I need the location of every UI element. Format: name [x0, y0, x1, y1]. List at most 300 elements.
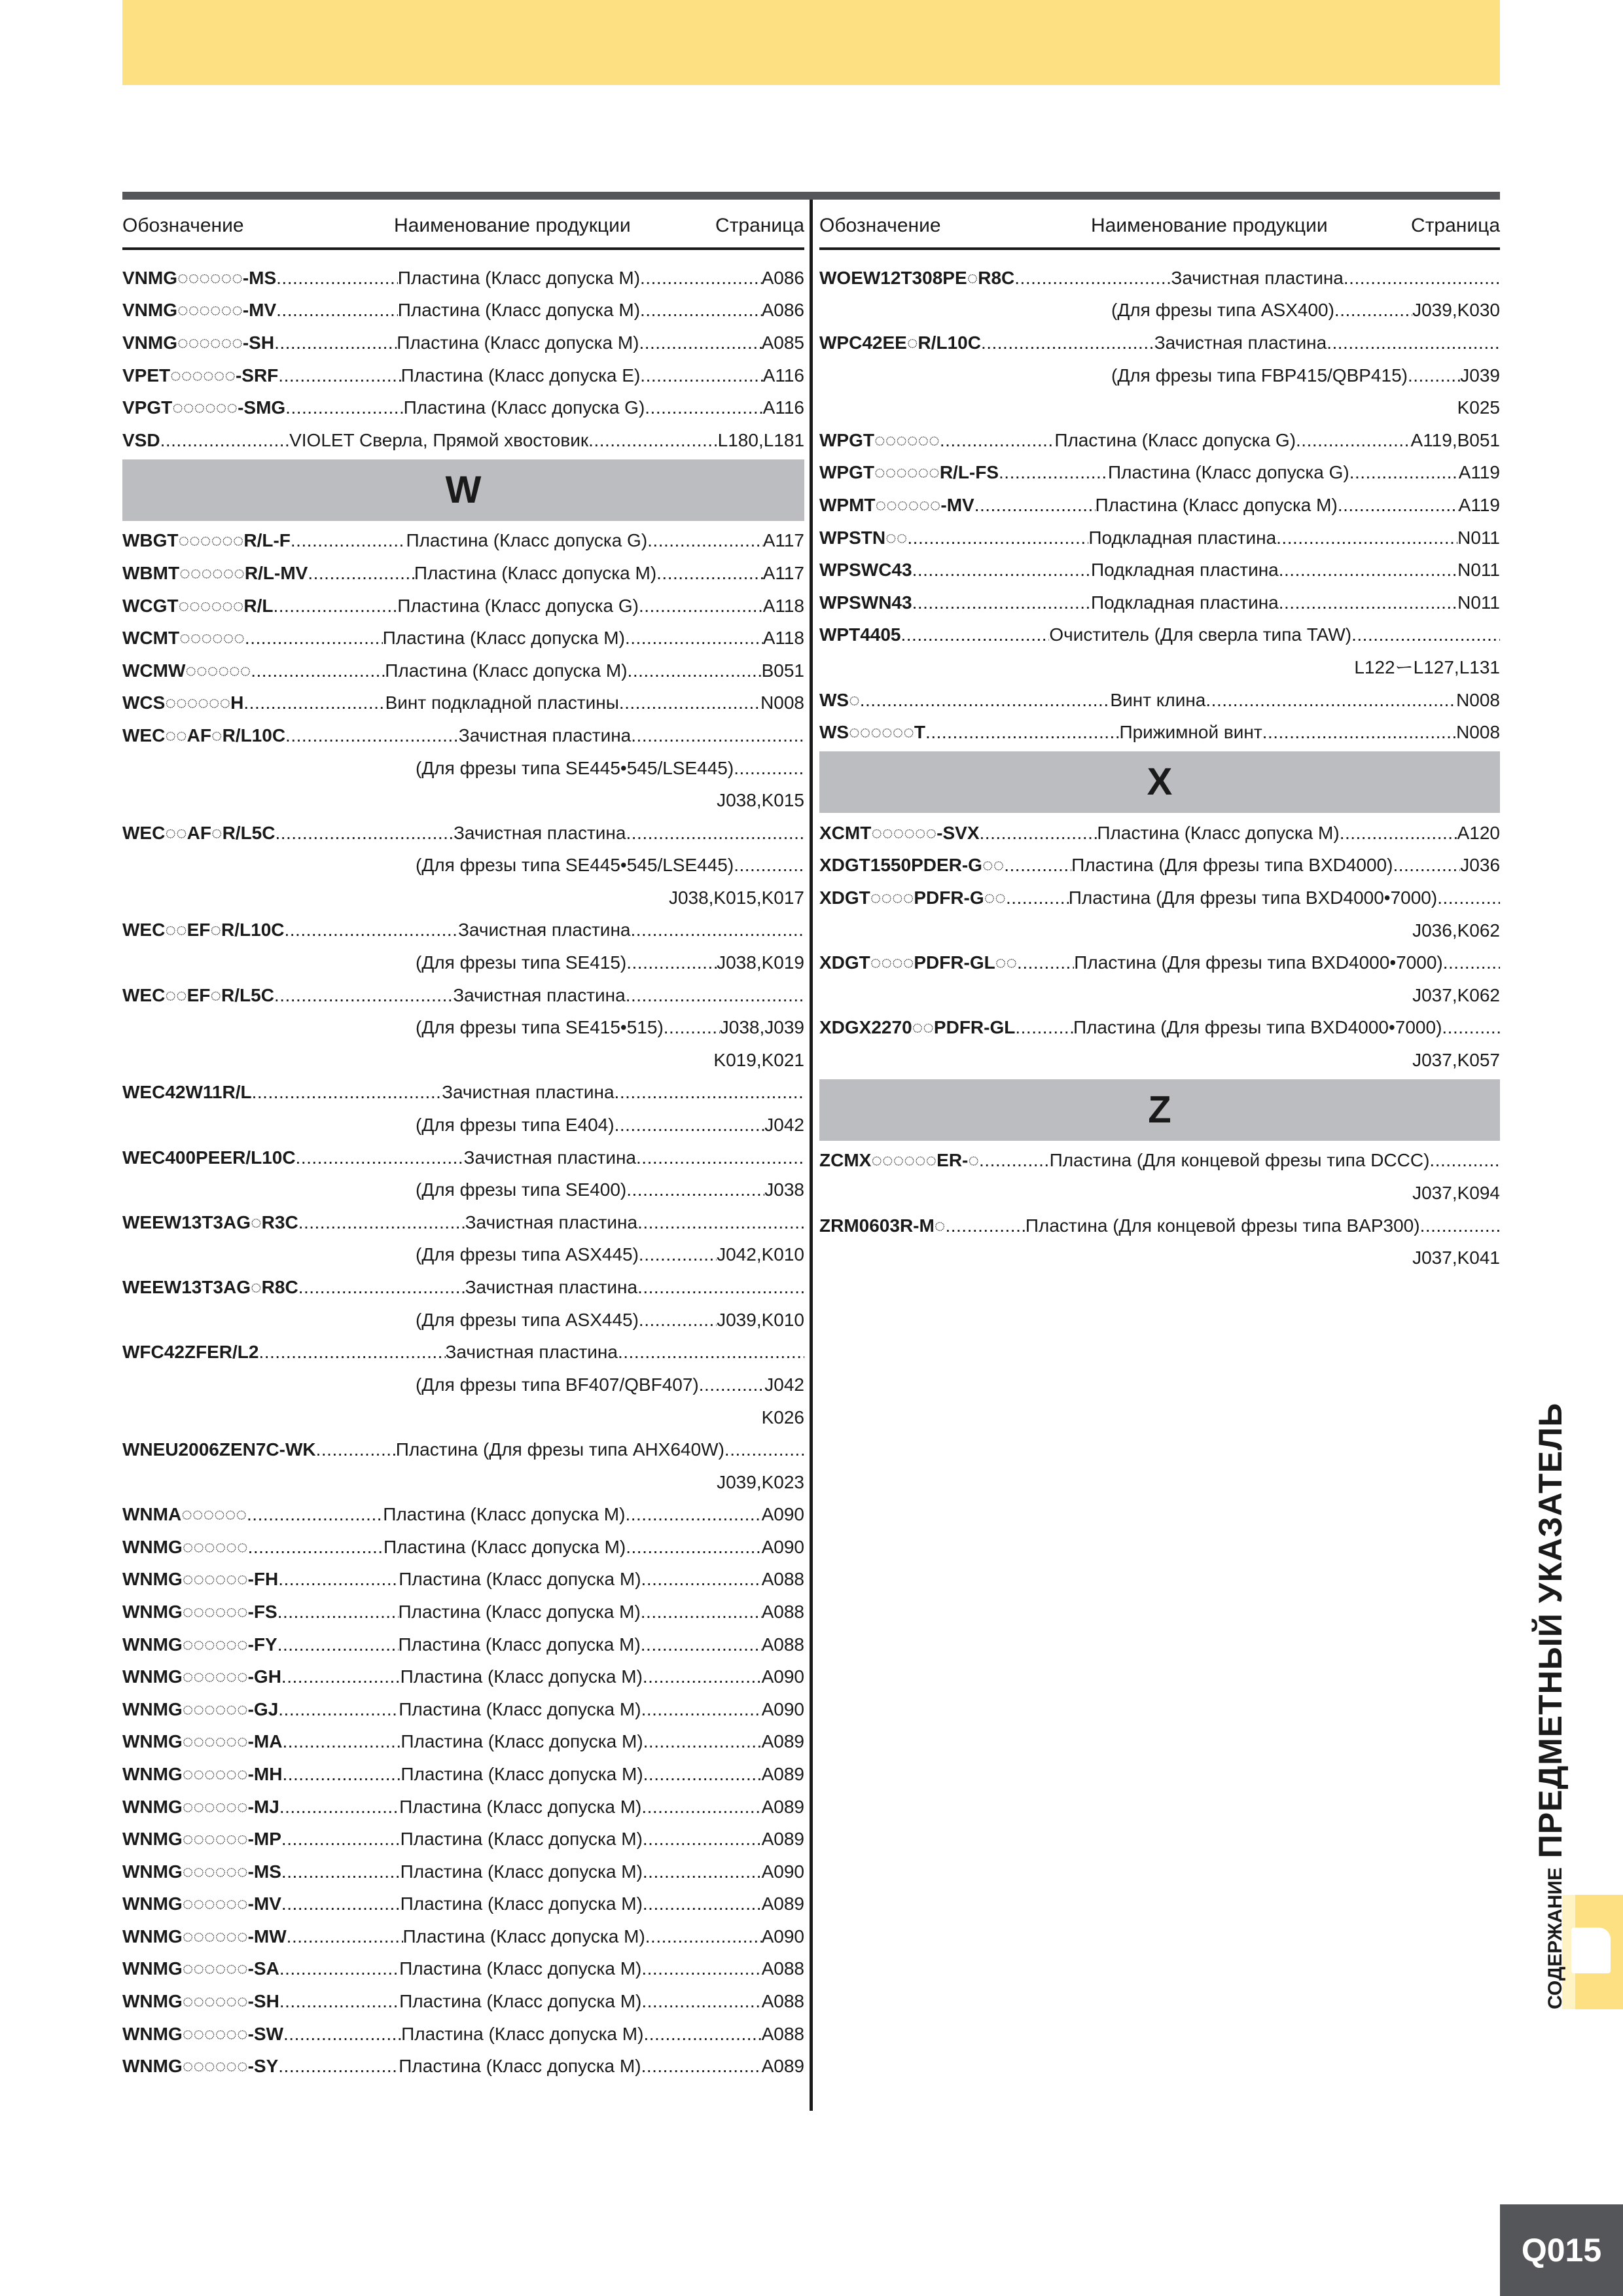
index-entry [122, 525, 804, 558]
entry-name: Пластина (Для фрезы типа BXD4000•7000) [1073, 1017, 1442, 1038]
dot-leader [1006, 888, 1069, 908]
dot-leader [1004, 855, 1071, 876]
dot-leader [664, 1017, 720, 1038]
dot-leader [641, 1699, 762, 1720]
entry-page-continued: J037,K057 [1412, 1050, 1500, 1071]
entry-code: XDGT◌◌◌◌PDFR-GL◌◌ [819, 952, 1018, 973]
index-entry [122, 1920, 804, 1953]
entry-page: J038,J039 [719, 1017, 804, 1038]
entry-page-continued: L122ーL127,L131 [1354, 657, 1500, 678]
entry-name: Зачистная пластина [458, 920, 631, 941]
dot-leader [1393, 855, 1460, 876]
dot-leader [1279, 560, 1457, 581]
entry-page: A119 [1458, 494, 1500, 515]
dot-leader [1338, 495, 1459, 516]
entry-page: A116 [762, 365, 804, 386]
entry-page-continued: K025 [1457, 397, 1500, 418]
dot-leader [626, 952, 717, 973]
dot-leader [640, 268, 762, 289]
entry-name: Пластина (Класс допуска M) [401, 1731, 643, 1752]
index-entry [122, 2050, 804, 2083]
dot-leader [626, 823, 804, 844]
dot-leader [248, 1537, 383, 1558]
dot-leader [641, 1797, 761, 1818]
index-entry [122, 424, 804, 457]
entry-name: Подкладная пластина [1090, 560, 1279, 581]
dot-leader [945, 1215, 1025, 1236]
entry-name: Пластина (Класс допуска G) [406, 530, 648, 551]
index-entry [122, 1433, 804, 1466]
entry-page: A086 [761, 267, 805, 288]
column-divider [810, 200, 813, 2111]
top-color-band [122, 0, 1500, 85]
index-entry [819, 946, 1500, 979]
entry-code: XDGX2270◌◌PDFR-GL [819, 1017, 1016, 1038]
index-entry [819, 817, 1500, 850]
entry-page-continued: J037,K094 [1412, 1183, 1500, 1204]
col-header-name: Наименование продукции [1091, 215, 1328, 236]
dot-leader [160, 430, 290, 451]
dot-leader [243, 692, 385, 713]
dot-leader [1429, 1150, 1500, 1171]
index-entry [819, 716, 1500, 749]
entry-code: WNMG◌◌◌◌◌◌-MP [122, 1829, 281, 1850]
index-entry [122, 1660, 804, 1693]
entry-subline [122, 1239, 804, 1272]
dot-leader [281, 1829, 401, 1850]
entry-description: (Для фрезы типа ASX445) [416, 1244, 639, 1265]
dot-leader [647, 530, 763, 551]
entry-page: A085 [761, 332, 805, 353]
entry-page: A090 [761, 1504, 805, 1525]
entry-subline [819, 295, 1500, 327]
entry-name: Зачистная пластина [453, 984, 626, 1005]
entry-code: WNMG◌◌◌◌◌◌-GJ [122, 1698, 279, 1719]
entry-code: VPGT◌◌◌◌◌◌-SMG [122, 397, 286, 418]
entry-code: WNMG◌◌◌◌◌◌-MS [122, 1861, 281, 1882]
entry-page: A118 [762, 628, 805, 649]
entry-page-continued: J037,K041 [1412, 1247, 1500, 1268]
index-entry [122, 1498, 804, 1531]
dot-leader [643, 1731, 762, 1752]
entry-page: A090 [761, 1861, 804, 1882]
dot-leader [643, 1666, 762, 1687]
dot-leader [281, 1666, 401, 1687]
index-entry [122, 1077, 804, 1109]
entry-page: A117 [762, 530, 805, 551]
entry-name: Пластина (Класс допуска M) [399, 1796, 642, 1817]
dot-leader [999, 462, 1108, 483]
entry-page: A119,B051 [1410, 429, 1501, 450]
dot-leader [277, 1602, 399, 1623]
dot-leader [1442, 1017, 1500, 1038]
dot-leader [287, 1926, 403, 1947]
dot-leader [1014, 268, 1171, 289]
index-entry [819, 586, 1500, 619]
entry-page: A118 [762, 595, 805, 616]
index-entry [122, 1596, 804, 1628]
dot-leader [275, 823, 454, 844]
index-entry [122, 359, 804, 392]
dot-leader [640, 300, 762, 321]
col-header-code: Обозначение [122, 215, 244, 236]
dot-leader [636, 1147, 804, 1168]
index-entry [122, 655, 804, 687]
entry-name: Пластина (Класс допуска G) [403, 397, 645, 418]
entry-code: WPSTN◌◌ [819, 527, 908, 548]
index-entry [122, 590, 804, 622]
dot-leader [631, 920, 805, 941]
entry-description: (Для фрезы типа SE445•545/LSE445) [416, 855, 734, 876]
dot-leader [639, 596, 763, 617]
entry-subline [122, 946, 804, 979]
entry-name: Пластина (Для фрезы типа BXD4000•7000) [1074, 952, 1443, 973]
entry-name: Пластина (Класс допуска M) [399, 1569, 641, 1590]
entry-code: WOEW12T308PE◌R8C [819, 267, 1015, 288]
side-title [1531, 1403, 1569, 2009]
entry-description: (Для фрезы типа FBP415/QBP415) [1111, 365, 1408, 386]
entry-subline [122, 850, 804, 882]
index-entry [819, 850, 1500, 882]
index-entry [122, 1531, 804, 1564]
entry-page: N011 [1457, 560, 1500, 581]
entry-code: WNMG◌◌◌◌◌◌-MA [122, 1731, 283, 1752]
index-entry [122, 327, 804, 359]
entry-page: A089 [761, 2056, 804, 2077]
dot-leader [278, 365, 401, 386]
dot-leader [1017, 952, 1074, 973]
entry-subline [819, 359, 1500, 392]
dot-leader [626, 985, 804, 1006]
entry-code: XDGT◌◌◌◌PDFR-G◌◌ [819, 887, 1006, 908]
dot-leader [981, 332, 1154, 353]
entry-name: Пластина (Класс допуска M) [382, 628, 625, 649]
entry-page: J039,K030 [1412, 300, 1500, 321]
dot-leader [637, 1212, 804, 1233]
entry-name: Пластина (Для концевой фрезы типа DCCC) [1049, 1150, 1430, 1171]
dot-leader [1349, 462, 1459, 483]
dot-leader [298, 1277, 465, 1298]
dot-leader [907, 528, 1088, 548]
dot-leader [1420, 1215, 1500, 1236]
entry-description: (Для фрезы типа SE445•545/LSE445) [416, 757, 734, 778]
dot-leader [1443, 952, 1500, 973]
index-entry [819, 522, 1500, 554]
entry-page: A120 [1457, 822, 1500, 843]
dot-leader [639, 1310, 717, 1331]
header-rule [122, 192, 1500, 200]
dot-leader [615, 1115, 765, 1136]
dot-leader [1334, 300, 1412, 321]
entry-name: Пластина (Класс допуска E) [401, 365, 641, 386]
index-entry [122, 1726, 804, 1759]
dot-leader [285, 725, 459, 746]
index-entry [122, 622, 804, 655]
index-entry [122, 979, 804, 1012]
entry-page: N011 [1457, 527, 1500, 548]
index-entry [819, 424, 1500, 457]
dot-leader [279, 1797, 399, 1818]
entry-subline [122, 752, 804, 785]
index-entry [122, 1693, 804, 1726]
dot-leader [699, 1374, 765, 1395]
entry-page: A117 [762, 562, 804, 583]
entry-page: J039 [1460, 365, 1500, 386]
dot-leader [1205, 690, 1456, 711]
entry-name: Пластина (Класс допуска G) [397, 595, 639, 616]
entry-code: VNMG◌◌◌◌◌◌-MV [122, 300, 277, 321]
entry-page: N008 [760, 692, 804, 713]
entry-code: WEC◌◌AF◌R/L5C [122, 822, 276, 843]
entry-page-continued: J039,K023 [717, 1471, 804, 1492]
dot-leader [278, 1569, 399, 1590]
dot-leader [643, 1893, 762, 1914]
entry-subline [122, 1304, 804, 1336]
entry-name: Подкладная пластина [1090, 592, 1279, 613]
entry-code: WNMG◌◌◌◌◌◌-FY [122, 1634, 277, 1655]
entry-description: (Для фрезы типа ASX445) [416, 1309, 639, 1330]
entry-page-continued: J037,K062 [1412, 984, 1500, 1005]
dot-leader [1340, 823, 1457, 844]
contents-tab[interactable] [1562, 1895, 1623, 2009]
dot-leader [282, 1764, 401, 1785]
dot-leader [245, 628, 383, 649]
index-entry [122, 1628, 804, 1661]
entry-description: (Для фрезы типа ASX400) [1111, 300, 1334, 321]
entry-name: Зачистная пластина [1154, 332, 1327, 353]
dot-leader [645, 1926, 762, 1947]
entry-name: Пластина (Класс допуска M) [399, 1958, 642, 1979]
dot-leader [626, 1179, 764, 1200]
dot-leader [615, 1082, 804, 1103]
entry-name: Пластина (Класс допуска M) [400, 1666, 643, 1687]
dot-leader [645, 397, 762, 418]
dot-leader [274, 985, 453, 1006]
entry-code: WNMG◌◌◌◌◌◌-MJ [122, 1796, 279, 1817]
entry-code: WNMG◌◌◌◌◌◌-SA [122, 1958, 279, 1979]
entry-page-continued: J036,K062 [1412, 920, 1500, 941]
entry-code: WPMT◌◌◌◌◌◌-MV [819, 494, 974, 515]
entry-code: WFC42ZFER/L2 [122, 1342, 259, 1363]
entry-page: A089 [761, 1731, 804, 1752]
entry-name: Зачистная пластина [1171, 267, 1344, 288]
dot-leader [641, 1602, 762, 1623]
entry-name: Пластина (Класс допуска M) [400, 1861, 643, 1882]
entry-name: Пластина (Класс допуска M) [399, 1698, 641, 1719]
index-entry [122, 1791, 804, 1823]
entry-code: XCMT◌◌◌◌◌◌-SVX [819, 822, 980, 843]
dot-leader [734, 855, 804, 876]
dot-leader [277, 1634, 399, 1655]
entry-code: WNMG◌◌◌◌◌◌-FS [122, 1601, 277, 1622]
entry-code: WNEU2006ZEN7C-WK [122, 1439, 316, 1460]
entry-code: WEC◌◌EF◌R/L10C [122, 920, 285, 941]
dot-leader [308, 563, 414, 584]
page-number: Q015 [1500, 2204, 1623, 2296]
index-entry [122, 1856, 804, 1888]
entry-description: (Для фрезы типа E404) [416, 1115, 615, 1136]
dot-leader [1015, 1017, 1073, 1038]
dot-leader [640, 365, 762, 386]
entry-page: L180,L181 [717, 429, 805, 450]
entry-name: Пластина (Класс допуска M) [398, 1634, 641, 1655]
entry-name: Пластина (Класс допуска G) [1054, 429, 1296, 450]
dot-leader [643, 1861, 762, 1882]
index-entry [122, 1141, 804, 1174]
entry-code: WS◌◌◌◌◌◌T [819, 722, 926, 743]
entry-name: Пластина (Класс допуска M) [401, 2023, 644, 2044]
entry-name: Зачистная пластина [465, 1277, 638, 1298]
left-column [122, 211, 804, 2083]
index-entry [819, 619, 1500, 652]
dot-leader [1437, 888, 1500, 908]
entry-page: A089 [761, 1829, 804, 1850]
index-entry [122, 719, 804, 752]
dot-leader [296, 1147, 464, 1168]
dot-leader [278, 1699, 399, 1720]
entry-code: WS◌ [819, 689, 860, 710]
dot-leader [279, 1958, 399, 1979]
entry-name: Зачистная пластина [458, 725, 632, 745]
entry-code: WBGT◌◌◌◌◌◌R/L-F [122, 530, 291, 551]
entry-name: Зачистная пластина [442, 1082, 615, 1103]
entry-description: (Для фрезы типа SE415) [416, 952, 627, 973]
entry-name: Пластина (Класс допуска M) [383, 1504, 626, 1525]
dot-leader [979, 1150, 1050, 1171]
entry-code: VSD [122, 429, 160, 450]
index-entry [122, 1823, 804, 1856]
col-header-page: Страница [715, 215, 804, 236]
entry-code: ZCMX◌◌◌◌◌◌ER-◌ [819, 1150, 980, 1171]
entry-page-continued: K019,K021 [713, 1050, 804, 1071]
entry-code: WCS◌◌◌◌◌◌H [122, 692, 244, 713]
index-entry [122, 391, 804, 424]
index-entry [122, 262, 804, 295]
entry-code: VNMG◌◌◌◌◌◌-SH [122, 332, 275, 353]
entry-name: Пластина (Класс допуска G) [1108, 462, 1349, 483]
index-entry [122, 687, 804, 720]
entry-name: Пластина (Класс допуска M) [414, 562, 657, 583]
index-entry [122, 1985, 804, 2018]
index-entry [122, 817, 804, 850]
entry-code: WEC◌◌EF◌R/L5C [122, 984, 274, 1005]
dot-leader [912, 560, 1091, 581]
entry-name: Пластина (Класс допуска M) [397, 332, 639, 353]
col-header-name: Наименование продукции [394, 215, 631, 236]
entry-name: Винт клина [1110, 689, 1206, 710]
entry-name: Пластина (Класс допуска M) [400, 1829, 643, 1850]
dot-leader [273, 596, 397, 617]
dot-leader [274, 332, 397, 353]
side-title-index: ПРЕДМЕТНЫЙ УКАЗАТЕЛЬ [1532, 1402, 1569, 1859]
entry-name: Пластина (Класс допуска M) [397, 300, 641, 321]
index-entry [819, 489, 1500, 522]
side-title-contents[interactable]: СОДЕРЖАНИЕ [1544, 1867, 1566, 2009]
index-entry [819, 684, 1500, 717]
col-header-page: Страница [1411, 215, 1500, 236]
entry-name: Пластина (Класс допуска M) [402, 1926, 645, 1946]
dot-leader [247, 1504, 383, 1525]
entry-code: XDGT1550PDER-G◌◌ [819, 855, 1005, 876]
entry-code: WCMW◌◌◌◌◌◌ [122, 660, 251, 681]
dot-leader [980, 823, 1097, 844]
dot-leader [974, 495, 1096, 516]
dot-leader [281, 1893, 401, 1914]
entry-code: WPSWN43 [819, 592, 912, 613]
entry-page: A089 [761, 1763, 804, 1784]
entry-name: Пластина (Класс допуска M) [401, 1763, 643, 1784]
entry-code: WPSWC43 [819, 560, 912, 581]
index-entry [122, 1564, 804, 1596]
entry-code: WCMT◌◌◌◌◌◌ [122, 628, 245, 649]
index-entry [819, 554, 1500, 586]
dot-leader [639, 1244, 717, 1265]
entry-page: A089 [761, 1796, 805, 1817]
entry-page: A088 [761, 1958, 805, 1979]
entry-name: Пластина (Класс допуска M) [397, 267, 641, 288]
index-entry [122, 914, 804, 947]
index-entry [819, 327, 1500, 359]
entry-code: VNMG◌◌◌◌◌◌-MS [122, 267, 277, 288]
dot-leader [925, 722, 1119, 743]
entry-page: A089 [761, 1893, 804, 1914]
index-entry [122, 295, 804, 327]
dot-leader [276, 268, 398, 289]
index-entry [122, 1271, 804, 1304]
entry-code: WPT4405 [819, 624, 901, 645]
entry-page: A090 [761, 1666, 804, 1687]
dot-leader [285, 397, 403, 418]
entry-code: WEC◌◌AF◌R/L10C [122, 725, 286, 745]
dot-leader [1408, 365, 1460, 386]
dot-leader [625, 628, 763, 649]
entry-name: Пластина (Класс допуска M) [383, 1536, 626, 1557]
entry-code: WNMG◌◌◌◌◌◌-SW [122, 2023, 284, 2044]
dot-leader [912, 592, 1091, 613]
dot-leader [279, 1991, 399, 2012]
index-entry [122, 557, 804, 590]
entry-description: (Для фрезы типа SE415•515) [416, 1017, 664, 1038]
entry-code: WNMG◌◌◌◌◌◌-MW [122, 1926, 287, 1946]
dot-leader [1262, 722, 1456, 743]
index-entry [122, 1758, 804, 1791]
right-column [819, 211, 1500, 1274]
entry-code: WCGT◌◌◌◌◌◌R/L [122, 595, 274, 616]
dot-leader [1351, 624, 1500, 645]
entry-page-continued: J038,K015 [717, 790, 804, 811]
index-list-right [819, 262, 1500, 1274]
entry-name: Зачистная пластина [465, 1211, 638, 1232]
entry-page: J036 [1460, 855, 1501, 876]
entry-name: Зачистная пластина [445, 1342, 618, 1363]
entry-page: A088 [761, 1991, 805, 2012]
dot-leader [940, 430, 1054, 451]
entry-code: WNMG◌◌◌◌◌◌-GH [122, 1666, 281, 1687]
dot-leader [618, 1342, 804, 1363]
entry-subline [122, 1011, 804, 1044]
entry-page: A088 [761, 1569, 804, 1590]
dot-leader [278, 2056, 399, 2077]
dot-leader [860, 690, 1111, 711]
entry-name: Очиститель (Для сверла типа TAW) [1049, 624, 1352, 645]
dot-leader [628, 660, 762, 681]
entry-code: WPGT◌◌◌◌◌◌R/L-FS [819, 462, 999, 483]
entry-code: WNMG◌◌◌◌◌◌-SH [122, 1991, 279, 2012]
dot-leader [1296, 430, 1410, 451]
entry-code: WNMG◌◌◌◌◌◌-MH [122, 1763, 283, 1784]
dot-leader [1327, 332, 1500, 353]
dot-leader [1276, 528, 1457, 548]
